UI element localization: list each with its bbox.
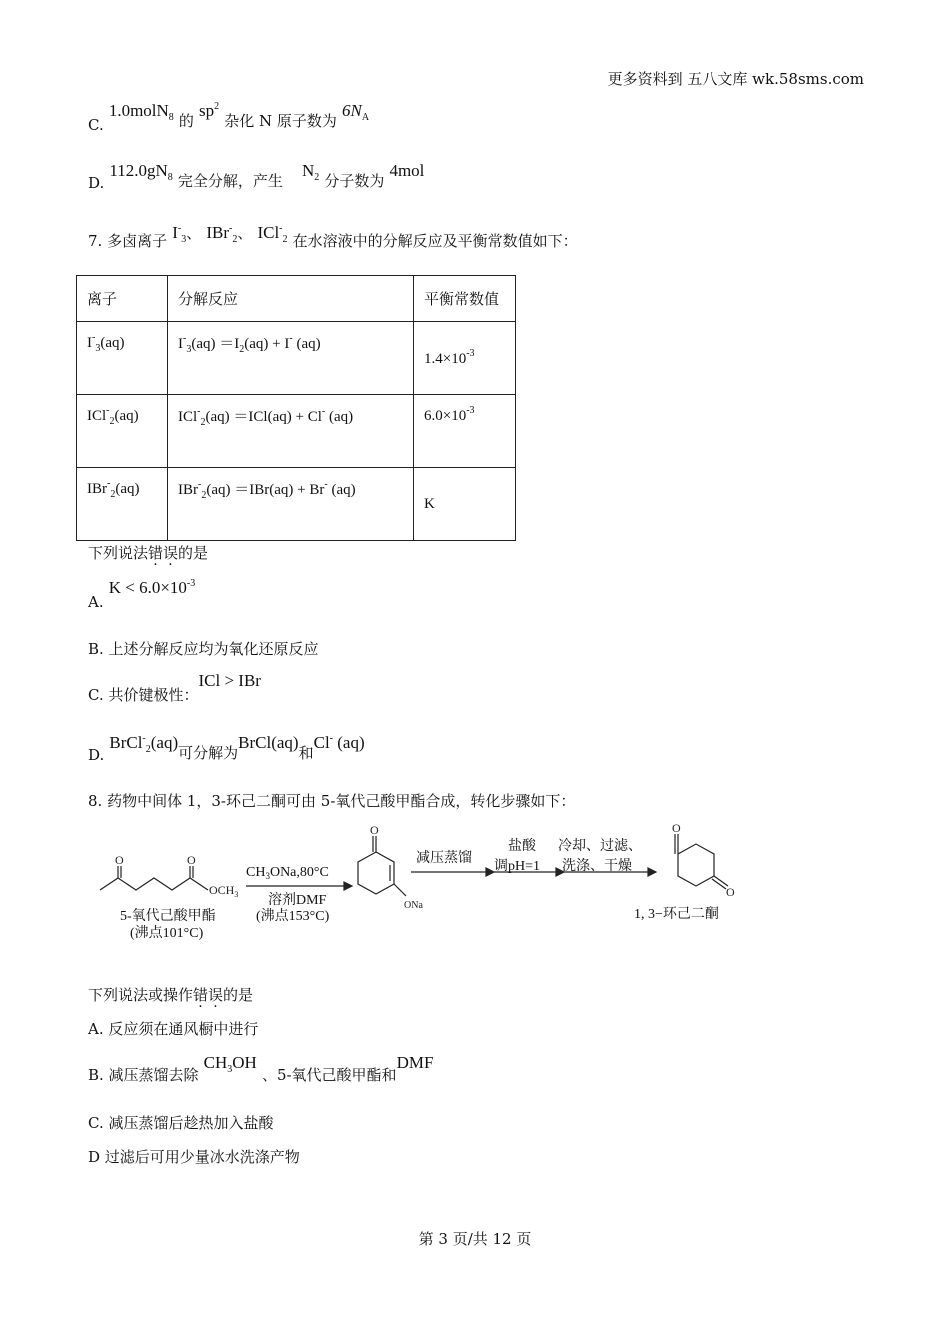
math-CH3OH: $CH_3OH$: [203, 1053, 257, 1075]
och3-label: $OCH_3$: [209, 883, 239, 899]
text-of: 的: [178, 112, 194, 130]
table-header: 离子: [77, 276, 168, 322]
step3-bot: 调pH=1: [494, 859, 541, 874]
ion-IBr2: IBr-$_2$: [206, 223, 238, 245]
intermediate-o-label: O: [370, 823, 379, 837]
stem-text: 7. 多卤离子: [88, 232, 168, 250]
table-row: [77, 395, 516, 468]
cell-reaction: $I^-_3(aq) =I_2(aq) + I^-$ (aq): [168, 322, 414, 395]
cell-reaction: ICl-$_2$(aq) ＝ICl(aq) + Cl- (aq): [168, 395, 414, 468]
option-label: C.: [88, 116, 104, 134]
cell-ion: IBr-$_2$(aq): [77, 468, 168, 541]
q8-stem: 8. 药物中间体 1，3-环己二酮可由 5-氧代己酸甲酯合成，转化步骤如下：: [88, 792, 576, 810]
cell-ion: $I^-_3(aq)$: [77, 322, 168, 395]
step3-top: 盐酸: [508, 839, 536, 854]
math-6NA: $6N_A$: [341, 101, 370, 123]
equilibrium-table: [76, 275, 516, 541]
reactant-bp: (沸点101°C): [130, 926, 204, 941]
q8-option-a: A. 反应须在通风橱中进行: [88, 1020, 259, 1038]
product-ring: [678, 844, 714, 886]
reaction-scheme: [96, 820, 756, 950]
math-sp2: $sp^2$: [199, 101, 220, 120]
ona-label: ONa: [404, 900, 423, 911]
stem-text: 在水溶液中的分解反应及平衡常数值如下：: [292, 232, 578, 250]
math-k-ineq: $K < 6.0\times 10^{-3}$: [108, 578, 196, 597]
separator: 、: [186, 224, 202, 242]
product-o1-label: O: [672, 821, 681, 835]
math-BrCl2: BrCl-$_2$(aq): [109, 733, 179, 755]
option-label: A.: [88, 593, 104, 611]
page-footer: 第 3 页/共 12 页: [418, 1230, 532, 1248]
ion-I3: $I^-_3$: [172, 223, 187, 245]
cell-k: $6.0\times 10^{-3}$: [414, 395, 516, 468]
table-row: [77, 468, 516, 541]
q8-option-c: C. 减压蒸馏后趁热加入盐酸: [88, 1114, 274, 1132]
q7-option-b: B. 上述分解反应均为氧化还原反应: [88, 640, 319, 658]
table-header: 分解反应: [168, 276, 414, 322]
text-molecules: 分子数为: [324, 172, 385, 190]
text-decompose: 完全分解，产生: [177, 172, 283, 190]
ester-o-label: O: [187, 853, 196, 867]
cell-ion: ICl-$_2$(aq): [77, 395, 168, 468]
option-label: C. 共价键极性：: [88, 686, 199, 704]
product-o2-label: O: [726, 885, 735, 899]
q8-ask: 下列说法或操作错误的是: [88, 986, 254, 1004]
cell-k: $1.4\times 10^{-3}$: [414, 322, 516, 395]
math-Cl: Cl- (aq): [313, 733, 365, 752]
step1-reagent: $CH_3ONa,80^\circ C$: [246, 865, 329, 881]
math-N2: $N_2$: [301, 161, 320, 183]
math-112gN8: $112.0gN_8$: [109, 161, 173, 183]
q7-ask: 下列说法错误的是: [88, 544, 209, 562]
carbonyl-o-label: O: [115, 853, 124, 867]
text: 和: [298, 744, 314, 762]
math-BrCl: BrCl(aq): [238, 733, 299, 752]
q8-option-d: D 过滤后可用少量冰水洗涤产物: [88, 1148, 300, 1166]
option-label: D.: [88, 174, 105, 192]
q7-stem: [88, 222, 578, 250]
cell-reaction: IBr-$_2$(aq) ＝IBr(aq) + Br- (aq): [168, 468, 414, 541]
ion-ICl2: ICl-$_2$: [257, 223, 288, 245]
math-polarity: ICl > IBr: [198, 671, 261, 690]
math-DMF: DMF: [396, 1053, 434, 1072]
table-row: [77, 322, 516, 395]
text: 、5-氧代己酸甲酯和: [261, 1066, 397, 1084]
q7-option-a: [88, 578, 196, 611]
q7-option-d: [88, 732, 365, 764]
step4-bot: 洗涤、干燥: [562, 859, 632, 874]
separator: 、: [237, 224, 253, 242]
step1-bp: (沸点153°C): [256, 909, 330, 924]
text: 可分解为: [178, 744, 239, 762]
text-hybrid: 杂化 N 原子数为: [224, 112, 337, 130]
step4-top: 冷却、过滤、: [558, 839, 642, 854]
option-label: B. 减压蒸馏去除: [88, 1066, 199, 1084]
q8-option-b: [88, 1052, 434, 1084]
option-label: D.: [88, 746, 105, 764]
q7-option-c: [88, 670, 261, 704]
cell-k: K: [414, 468, 516, 541]
math-1molN8: 1.0molN$_8$: [108, 101, 174, 123]
table-header: 平衡常数值: [414, 276, 516, 322]
q6-option-d: [88, 160, 425, 192]
q6-option-c: [88, 100, 370, 134]
site-header: 更多资料到 五八文库 wk.58sms.com: [607, 70, 864, 88]
intermediate-ring: [358, 852, 394, 894]
product-name: 1, 3−环己二酮: [634, 907, 719, 922]
step1-solvent: 溶剂DMF: [268, 893, 327, 908]
reactant-name: 5-氧代己酸甲酯: [120, 909, 216, 924]
step2-label: 减压蒸馏: [416, 851, 472, 866]
math-4mol: 4mol: [389, 161, 425, 180]
reactant-chain: [100, 878, 208, 890]
